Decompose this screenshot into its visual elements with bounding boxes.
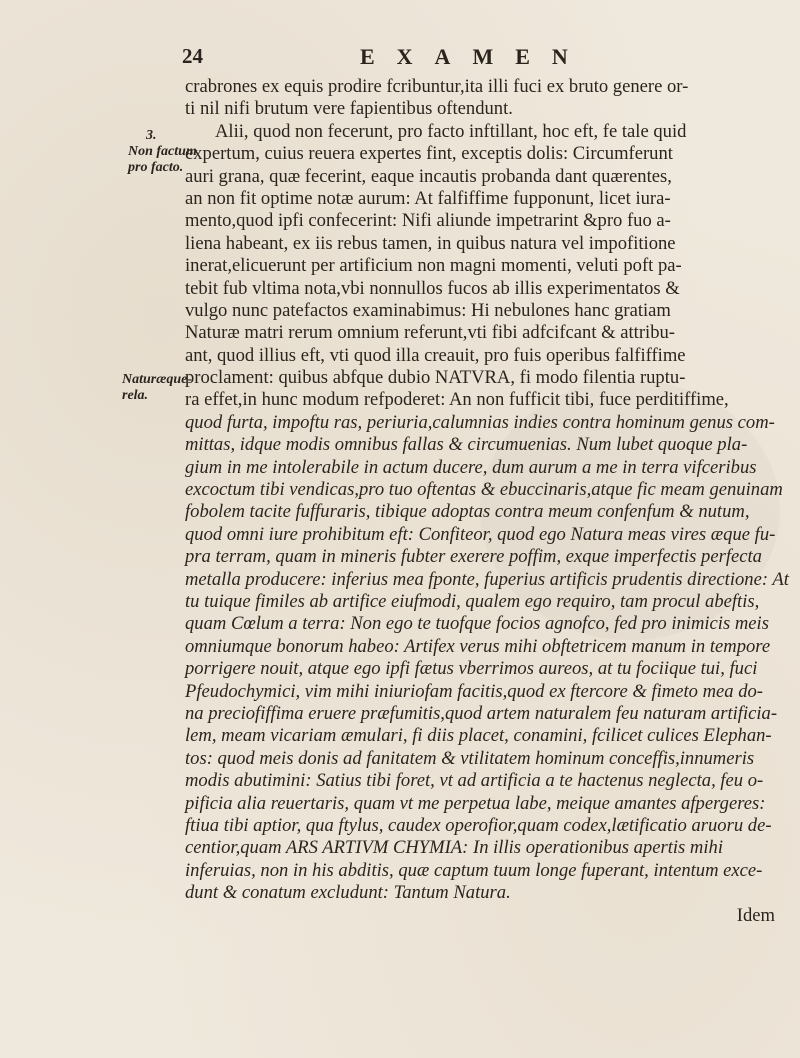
text-line: dunt & conatum excludunt: Tantum Natura. [185,882,511,904]
text-line: mittas, idque modis omnibus fallas & circumuenias. Num lubet quoque pla- [185,434,748,456]
text-line: tebit fub vltima nota,vbi nonnullos fucos ab illis experimentatos & [185,277,680,299]
margin-note-line: Non factum [128,144,197,159]
catchword: Idem [736,905,775,926]
text-line: ant, quod illius eft, vti quod illa creauit, pro fuis operibus falfiffime [185,344,686,366]
text-line: an non fit optime notæ aurum: At falfiffime fupponunt, licet iura- [185,187,671,209]
text-line: quam Cœlum a terra: Non ego te tuofque focios agnofco, fed pro inimicis meis [185,613,769,635]
text-line: lem, meam vicariam æmulari, fi diis placet, conamini, fcilicet culices Elephan- [185,725,772,747]
text-line: modis abutimini: Satius tibi foret, vt ad artificia a te hactenus neglecta, feu o- [185,770,764,792]
text-line: expertum, cuius reuera expertes fint, exceptis dolis: Circumferunt [185,143,673,165]
page-number: 24 [182,44,203,68]
margin-note-line: pro facto. [128,160,184,175]
text-line: centior,quam ARS ARTIVM CHYMIA: In illis operationibus apertis mihi [185,837,723,859]
text-line: quod omni iure prohibitum eft: Confiteor, quod ego Natura meas vires æque fu- [185,523,776,545]
text-line: metalla producere: inferius mea fponte, fuperius artificis prudentis directione: At [185,568,789,590]
text-line: ftiua tibi aptior, qua ftylus, caudex operofior,quam codex,lætificatio aruoru de- [185,814,772,836]
text-line: auri grana, quæ fecerint, eaque incautis probanda dant quærentes, [185,165,672,187]
text-line: na preciofiffima eruere præfumitis,quod artem naturalem feu naturam artificia- [185,702,778,724]
margin-note-line: Naturæque- [122,372,193,387]
text-line: pificia alia reuertaris, quam vt me perpetua labe, meique amantes afpergeres: [185,792,766,814]
text-line: quod furta, impoftu ras, periuria,calumnias indies contra hominum genus com- [185,411,775,433]
text-line: inerat,elicuerunt per artificium non magni momenti, veluti poft pa- [185,255,682,277]
text-line: Pfeudochymici, vim mihi iniuriofam facitis,quod ex ftercore & fimeto mea do- [185,680,764,702]
text-line: excoctum tibi vendicas,pro tuo oftentas & ebuccinaris,atque fic meam genuinam [185,479,783,501]
text-line: porrigere nouit, atque ego ipfi fætus vberrimos aureos, at tu fociique tui, fuci [185,658,758,680]
text-line: Naturæ matri rerum omnium referunt,vti fibi adfcifcant & attribu- [185,322,675,344]
margin-note-2 [122,372,192,404]
margin-note-line: rela. [122,388,149,403]
text-line: omniumque bonorum habeo: Artifex verus mihi obftetricem manum in tempore [185,635,771,657]
text-line: tu tuique fimiles ab artifice eiufmodi, qualem ego requiro, tam procul abeftis, [185,590,760,612]
body-text [185,76,789,904]
text-line: proclament: quibus abfque dubio NATVRA, fi modo filentia ruptu- [185,367,686,389]
text-line: Alii, quod non fecerunt, pro facto inftillant, hoc eft, fe tale quid [215,120,687,142]
text-line: vulgo nunc patefactos examinabimus: Hi nebulones hanc gratiam [185,299,671,321]
running-title: EXAMEN [360,44,590,69]
text-line: tos: quod meis donis ad fanitatem & vtilitatem hominum conceffis,innumeris [185,747,755,769]
text-line: ra effet,in hunc modum refpoderet: An non fufficit tibi, fuce perditiffime, [185,389,729,411]
text-line: ti nil nifi brutum vere fapientibus oftendunt. [185,98,513,120]
catchword-line [185,905,795,927]
text-line: crabrones ex equis prodire fcribuntur,ita illi fuci ex bruto genere or- [185,76,689,97]
text-line: pra terram, quam in mineris fubter exerere poffim, exque imperfectis perfecta [185,546,762,568]
text-line: gium in me intolerabile in actum ducere, dum aurum a me in terra vifceribus [185,456,757,478]
margin-note-number: 3. [146,128,157,143]
running-header [180,44,700,72]
text-line: inferuias, non in his abditis, quæ captum tuum longe fuperant, intentum exce- [185,859,763,881]
text-line: liena habeant, ex iis rebus tamen, in quibus natura vel impofitione [185,232,676,254]
text-line: fobolem tacite fuffuraris, tibique adoptas contra meum confenfum & nutum, [185,501,750,523]
text-line: mento,quod ipfi confecerint: Nifi aliunde impetrarint &pro fuo a- [185,210,671,232]
